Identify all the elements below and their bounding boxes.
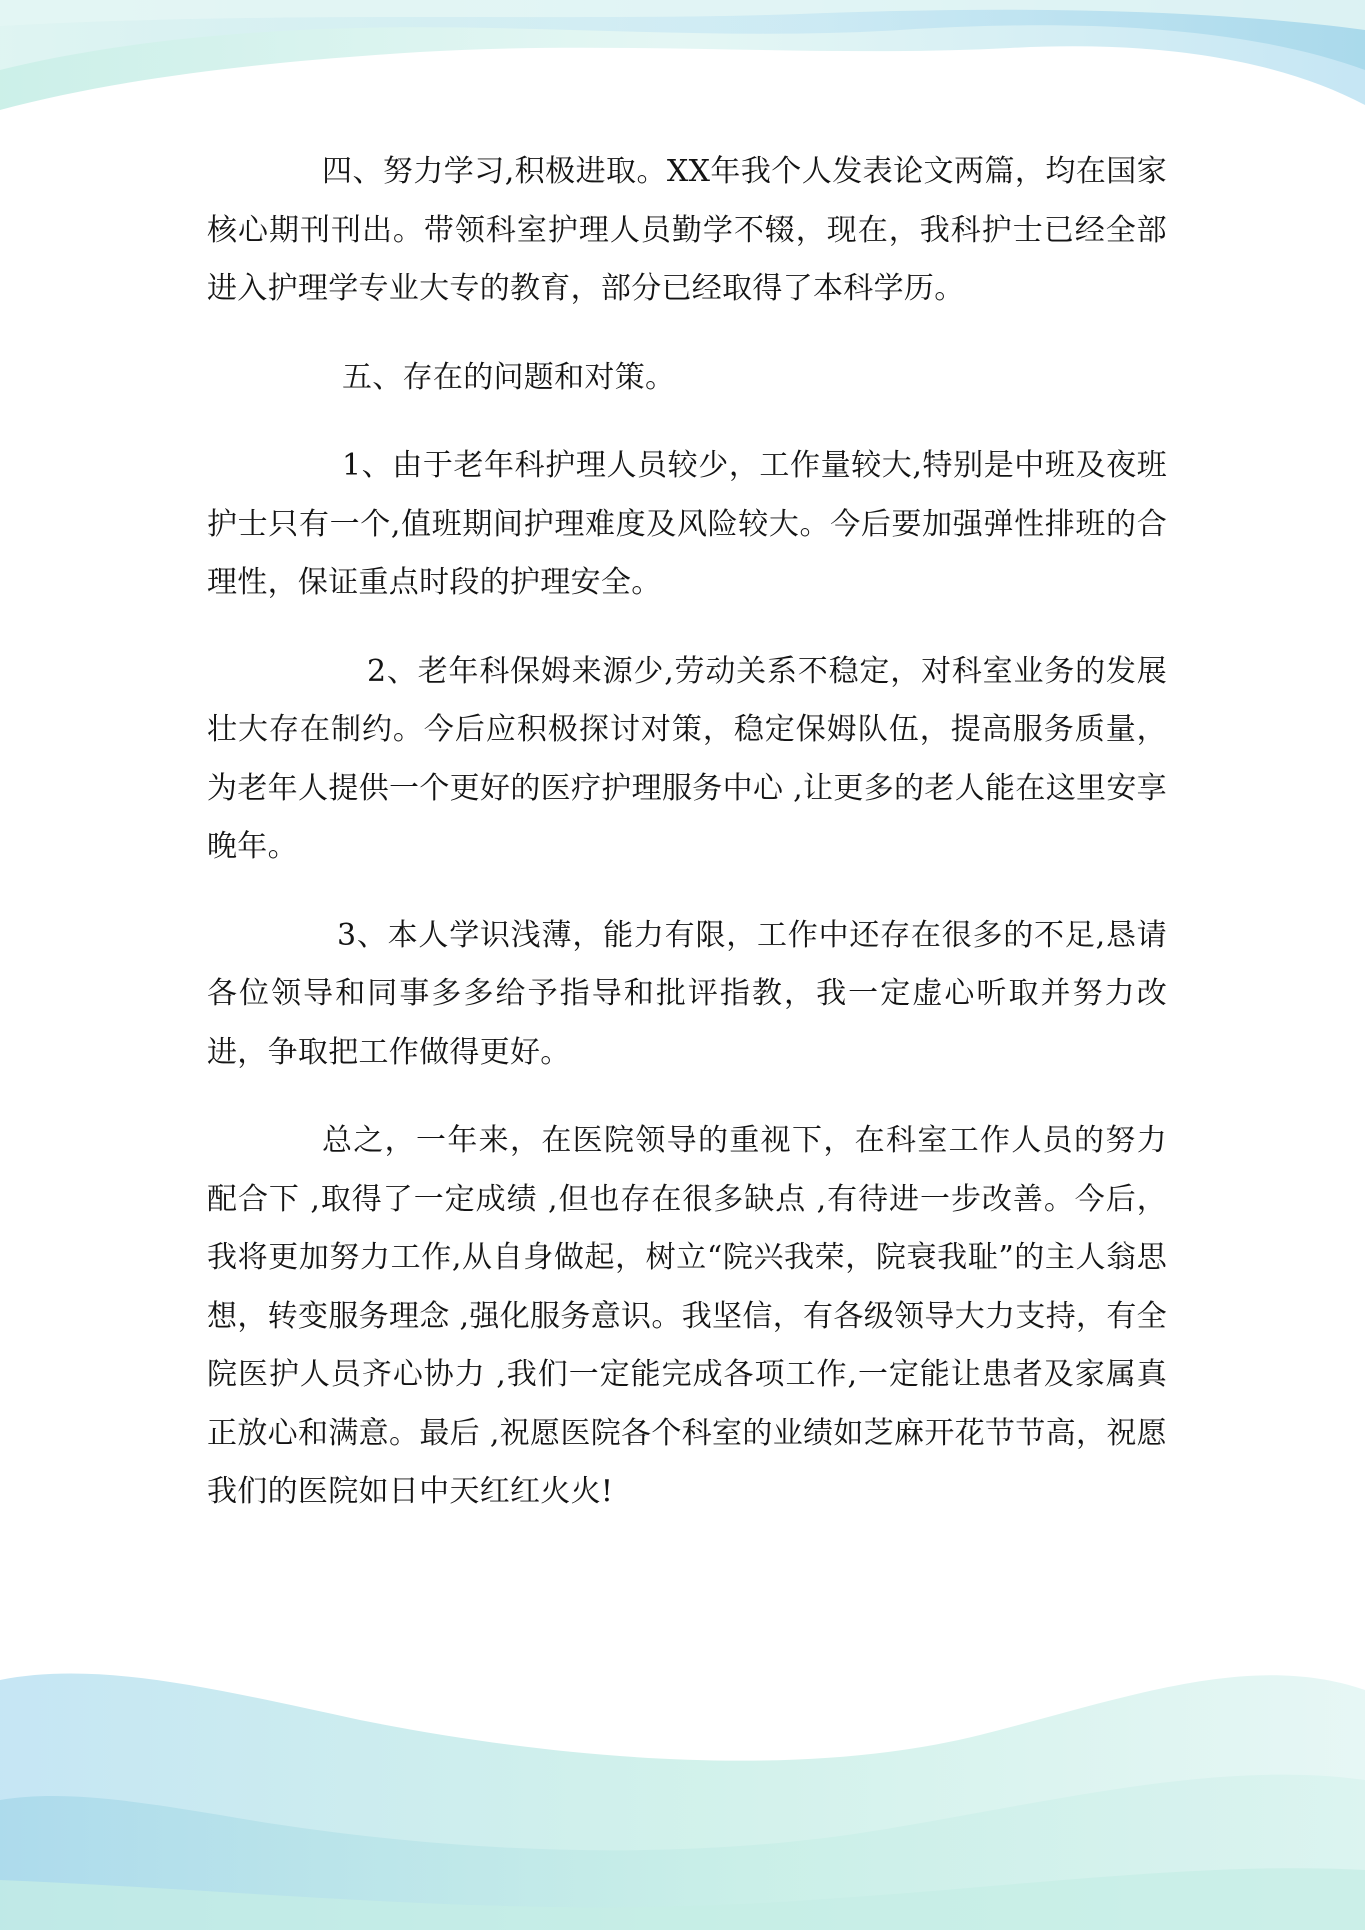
section-heading-problems: 五、存在的问题和对策。: [342, 359, 676, 395]
bottom-wave-front: [0, 1868, 1365, 1930]
paragraph-item-1: 1、由于老年科护理人员较少，工作量较大,特别是中班及夜班护士只有一个,值班期间护理难度及风险较大。今后要加强弹性排班的合理性，保证重点时段的护理安全。: [207, 448, 1167, 600]
top-wave-front: [0, 0, 1365, 30]
paragraph-study: 四、努力学习,积极进取。XX年我个人发表论文两篇，均在国家核心期刊刊出。带领科室护理人员勤学不辍，现在，我科护士已经全部进入护理学专业大专的教育，部分已经取得了本科学历。: [207, 154, 1167, 306]
document-body: [207, 143, 1167, 1522]
top-wave-mid: [0, 0, 1365, 70]
paragraph-item-3: 3、本人学识浅薄，能力有限，工作中还存在很多的不足,恳请各位领导和同事多多给予指导和批评指教，我一定虚心听取并努力改进，争取把工作做得更好。: [207, 917, 1167, 1070]
bottom-wave-back: [0, 1674, 1365, 1930]
bottom-wave-mid: [0, 1775, 1365, 1930]
paragraph-item-2: 2、老年科保姆来源少,劳动关系不稳定，对科室业务的发展壮大存在制约。今后应积极探讨对策，稳定保姆队伍，提高服务质量，为老年人提供一个更好的医疗护理服务中心 ,让更多的老人能在这里安享晚年。: [207, 653, 1167, 864]
paragraph-conclusion: 总之，一年来，在医院领导的重视下，在科室工作人员的努力配合下 ,取得了一定成绩 ,但也存在很多缺点 ,有待进一步改善。今后，我将更加努力工作,从自身做起，树立“院兴我荣，院衰我耻”的主人翁思想，转变服务理念 ,强化服务意识。我坚信，有各级领导大力支持，有全院医护人员齐心协力 ,我们一定能完成各项工作,一定能让患者及家属真正放心和满意。最后 ,祝愿医院各个科室的业绩如芝麻开花节节高，祝愿我们的医院如日中天红红火火!: [207, 1123, 1167, 1509]
top-wave-back: [0, 0, 1365, 110]
